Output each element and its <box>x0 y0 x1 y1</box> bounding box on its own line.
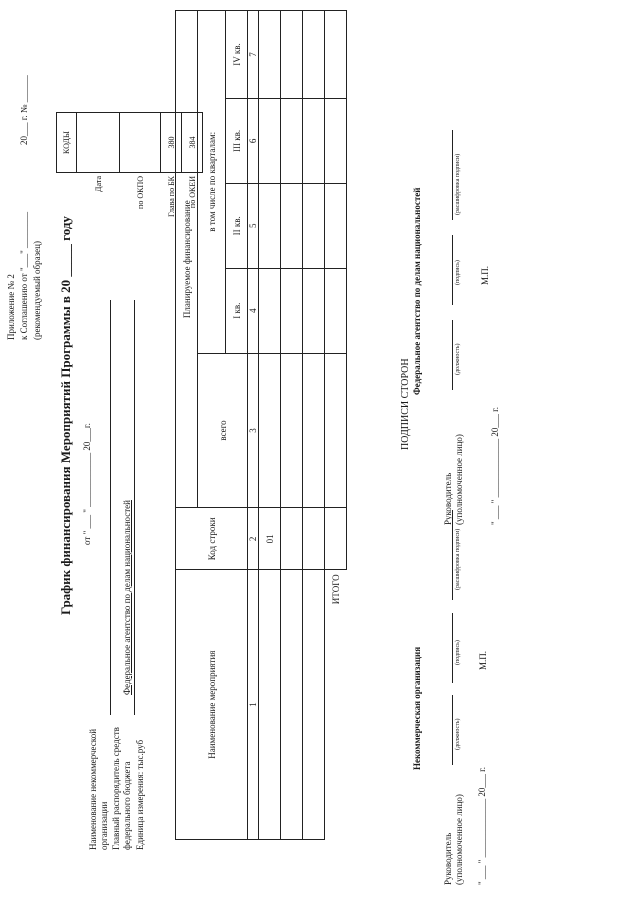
codes-value-bk: 380 <box>161 113 182 173</box>
table-cell <box>281 508 303 570</box>
codes-label-okpo: по ОКПО <box>135 176 145 209</box>
org-label-2: организации <box>99 801 109 850</box>
table-cell <box>303 11 325 99</box>
grbs-value: Федеральное агентство по делам национальностей <box>122 500 132 695</box>
header-activity-name: Наименование мероприятия <box>176 570 248 840</box>
col-number-3: 3 <box>248 353 259 508</box>
right-stamp: М.П. <box>480 265 490 285</box>
org-label-1: Наименование некоммерческой <box>88 728 98 850</box>
date-line: от " ___ " ____________ 20___г. <box>82 423 92 545</box>
appendix-line-2: к Соглашению от "___" ________ <box>19 211 29 340</box>
total-label: ИТОГО <box>330 574 341 605</box>
left-date-line: " ___ " _____________ 20___ г. <box>477 766 487 885</box>
right-signature-line <box>452 235 453 305</box>
col-number-4: 4 <box>248 268 259 353</box>
col-number-1: 1 <box>248 570 259 840</box>
right-transcript-caption: (расшифровка подписи) <box>455 153 461 215</box>
table-cell <box>303 183 325 268</box>
right-position-line <box>452 320 453 390</box>
table-cell <box>259 11 281 99</box>
col-number-6: 6 <box>248 98 259 183</box>
table-cell <box>281 353 303 508</box>
right-date-line: " ___ " _____________ 20___ г. <box>490 406 500 525</box>
table-cell <box>259 98 281 183</box>
header-q2: II кв. <box>226 183 248 268</box>
appendix-number: 20___ г. № ______ <box>19 75 29 145</box>
table-cell <box>281 570 303 840</box>
header-row-code: Код строки <box>176 508 248 570</box>
signatures-heading: ПОДПИСИ СТОРОН <box>400 358 411 450</box>
right-org-title: Федеральное агентство по делам национальностей <box>412 187 422 395</box>
codes-label-date: Дата <box>93 176 103 192</box>
codes-label-bk: Глава по БК <box>166 176 176 217</box>
codes-value-okei: 384 <box>182 113 203 173</box>
appendix-line-3: (рекомендуемый образец) <box>32 241 42 340</box>
table-cell <box>303 353 325 508</box>
table-cell <box>303 98 325 183</box>
table-cell <box>281 98 303 183</box>
document-title: График финансирования Мероприятий Программы в 20 _____ году <box>58 216 73 615</box>
left-signature-line <box>452 613 453 683</box>
col-number-2: 2 <box>248 508 259 570</box>
table-row <box>303 11 325 840</box>
table-cell <box>325 98 347 183</box>
right-position-caption: (должность) <box>455 343 461 375</box>
table-cell <box>325 11 347 99</box>
right-head-label-2: (уполномоченное лицо) <box>454 434 464 525</box>
unit-label: Единица измерения: тыс.руб <box>135 739 145 850</box>
table-cell <box>303 268 325 353</box>
codes-label-okei: по ОКЕИ <box>187 176 197 209</box>
col-number-7: 7 <box>248 11 259 99</box>
left-head-label-2: (уполномоченное лицо) <box>454 794 464 885</box>
grbs-line <box>134 300 135 715</box>
header-q1: I кв. <box>226 268 248 353</box>
table-cell <box>259 353 281 508</box>
table-cell <box>281 183 303 268</box>
table-cell <box>303 508 325 570</box>
left-position-line <box>452 695 453 765</box>
table-cell <box>325 353 347 508</box>
codes-value-okpo <box>120 113 161 173</box>
table-cell <box>281 268 303 353</box>
table-cell <box>281 11 303 99</box>
right-transcript-line <box>452 130 453 220</box>
table-cell <box>325 268 347 353</box>
table-row <box>259 11 281 840</box>
org-name-line <box>110 300 111 715</box>
left-position-caption: (должность) <box>455 718 461 750</box>
header-planned-financing: Планируемое финансирование <box>176 11 198 508</box>
right-signature-caption: (подпись) <box>455 260 461 285</box>
grbs-label-1: Главный распорядитель средств <box>111 727 121 850</box>
financing-table <box>175 10 347 840</box>
appendix-line-1: Приложение № 2 <box>6 274 16 340</box>
table-cell <box>303 570 325 840</box>
left-signature-caption: (подпись) <box>455 640 461 665</box>
left-head-label-1: Руководитель <box>443 832 453 885</box>
codes-value-date <box>77 113 120 173</box>
table-cell <box>325 183 347 268</box>
grbs-label-2: федерального бюджета <box>122 761 132 850</box>
header-quarters: в том числе по кварталам: <box>198 11 226 354</box>
table-cell <box>259 183 281 268</box>
row-code-first: 01 <box>259 508 281 570</box>
col-number-5: 5 <box>248 183 259 268</box>
table-cell <box>259 570 281 840</box>
header-total: всего <box>198 353 248 508</box>
table-cell <box>259 268 281 353</box>
table-row-total <box>325 11 347 840</box>
left-org-title: Некоммерческая организация <box>412 646 422 770</box>
header-q4: IV кв. <box>226 11 248 99</box>
left-transcript-caption: (расшифровка подписи) <box>455 528 461 590</box>
codes-header: КОДЫ <box>57 113 77 173</box>
left-stamp: М.П. <box>478 650 488 670</box>
right-head-label-1: Руководитель <box>443 472 453 525</box>
table-row <box>281 11 303 840</box>
header-q3: III кв. <box>226 98 248 183</box>
table-cell <box>325 508 347 570</box>
